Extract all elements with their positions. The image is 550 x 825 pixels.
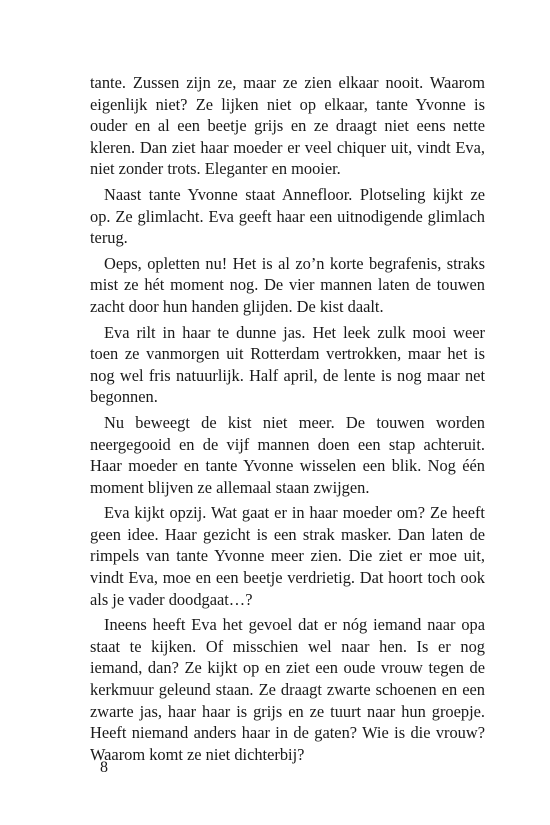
page-number: 8 [100,759,108,776]
paragraph-2: Naast tante Yvonne staat Annefloor. Plotseling kijkt ze op. Ze glimlacht. Eva geeft haar een uitnodigende glimlach terug. [90,184,485,248]
paragraph-5: Nu beweegt de kist niet meer. De touwen worden neergegooid en de vijf mannen doen een stap achteruit. Haar moeder en tante Yvonne wisselen een blik. Nog één moment blijven ze allemaal staan zwijgen. [90,412,485,497]
paragraph-4: Eva rilt in haar te dunne jas. Het leek zulk mooi weer toen ze vanmorgen uit Rotterdam vertrokken, maar het is nog wel fris natuurlijk. Half april, de lente is nog maar net begonnen. [90,322,485,407]
paragraph-7: Ineens heeft Eva het gevoel dat er nóg iemand naar opa staat te kijken. Of misschien wel naar hen. Is er nog iemand, dan? Ze kijkt op en ziet een oude vrouw tegen de kerkmuur geleund staan. Ze draagt zwarte schoenen en een zwarte jas, haar haar is grijs en ze tuurt naar hun groepje. Heeft niemand anders haar in de gaten? Wie is die vrouw? Waarom komt ze niet dichterbij? [90,615,485,764]
paragraph-6: Eva kijkt opzij. Wat gaat er in haar moeder om? Ze heeft geen idee. Haar gezicht is een strak masker. Dan laten de rimpels van tante Yvonne meer zien. Die ziet er moe uit, vindt Eva, moe en een beetje verdrietig. Dat hoort toch ook als je vader doodgaat…? [90,503,485,609]
paragraph-3: Oeps, opletten nu! Het is al zo’n korte begrafenis, straks mist ze hét moment nog. De vier mannen laten de touwen zacht door hun handen glijden. De kist daalt. [90,253,485,316]
body-text [90,72,485,769]
paragraph-1: tante. Zussen zijn ze, maar ze zien elkaar nooit. Waarom eigenlijk niet? Ze lijken niet op elkaar, tante Yvonne is ouder en al een beetje grijs en ze draagt niet eens nette kleren. Dan ziet haar moeder er veel chiquer uit, vindt Eva, niet zonder trots. Eleganter en mooier. [90,73,485,179]
